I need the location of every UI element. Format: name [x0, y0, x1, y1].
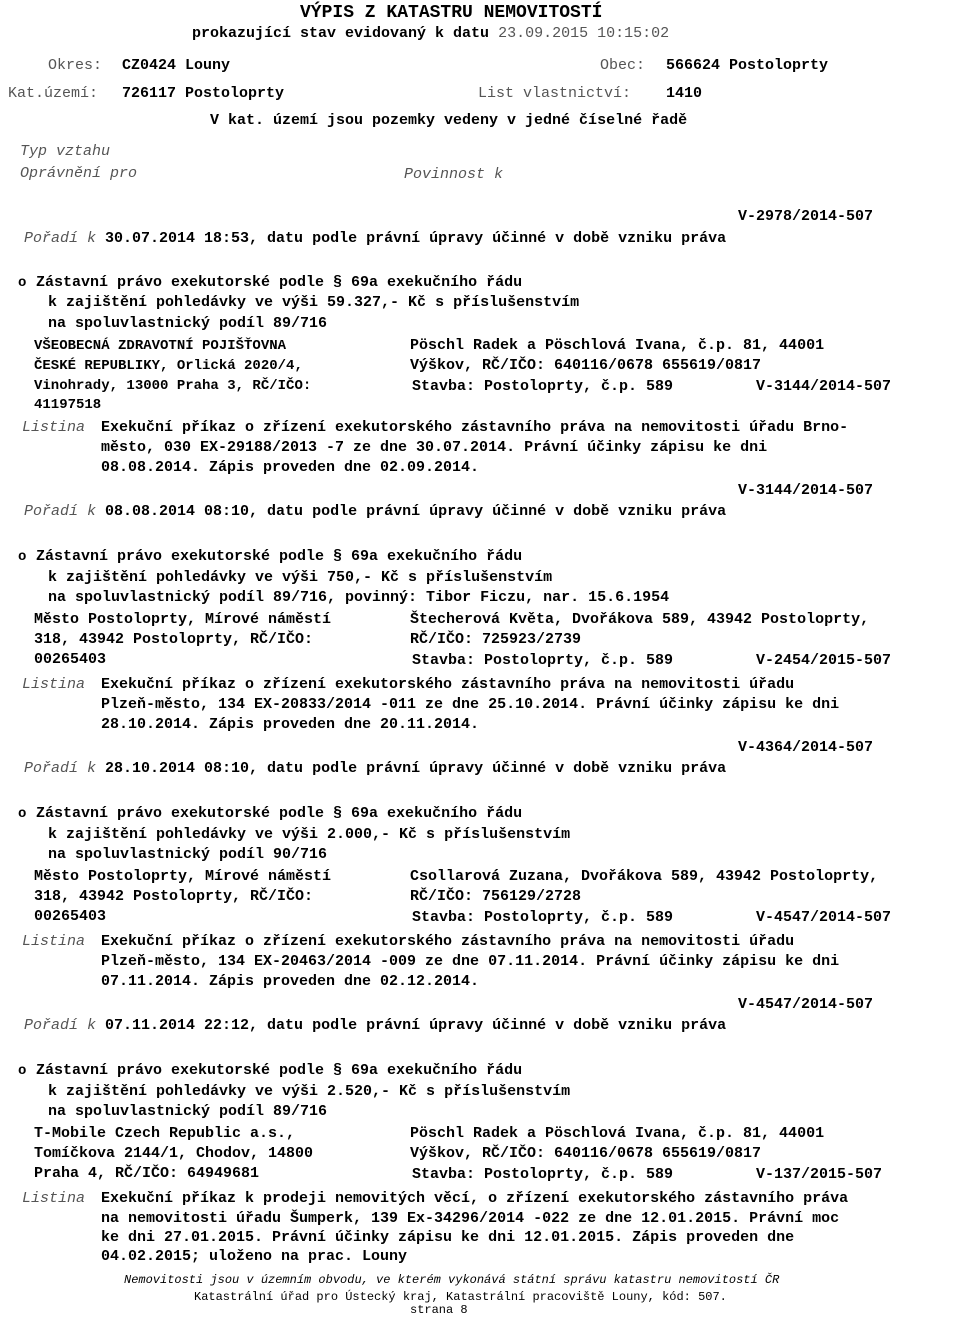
- next-reference: V-4547/2014-507: [738, 996, 874, 1013]
- entry-claim: k zajištění pohledávky ve výši 2.520,- Kč s příslušenstvím: [48, 1083, 571, 1100]
- page-title: VÝPIS Z KATASTRU NEMOVITOSTÍ: [300, 3, 603, 23]
- numbering-note: V kat. území jsou pozemky vedeny v jedné číselné řadě: [210, 112, 688, 129]
- listina-line: na nemovitosti úřadu Šumperk, 139 Ex-34296/2014 -022 ze dne 12.01.2015. Právní moc: [101, 1210, 840, 1227]
- debtor-line: Výškov, RČ/IČO: 640116/0678 655619/0817: [410, 1145, 762, 1162]
- col-opravneni-pro: Oprávnění pro: [20, 165, 138, 182]
- katuzemi-value: 726117 Postoloprty: [122, 85, 285, 102]
- listina-line: město, 030 EX-29188/2013 -7 ze dne 30.07.2014. Právní účinky zápisu ke dni: [101, 439, 768, 456]
- obec-value: 566624 Postoloprty: [666, 57, 829, 74]
- listina-label: Listina: [22, 933, 86, 950]
- creditor-line: VŠEOBECNÁ ZDRAVOTNÍ POJIŠŤOVNA: [34, 338, 287, 354]
- bullet: o: [18, 275, 27, 291]
- bullet: o: [18, 1063, 27, 1079]
- col-typ-vztahu: Typ vztahu: [20, 143, 111, 160]
- next-reference: V-4364/2014-507: [738, 739, 874, 756]
- entry-title: Zástavní právo exekutorské podle § 69a exekučního řádu: [36, 548, 523, 565]
- listina-line: Exekuční příkaz o zřízení exekutorského zástavního práva na nemovitosti úřadu Brno-: [101, 419, 849, 436]
- okres-label: Okres:: [48, 57, 103, 74]
- extract-datetime: 23.09.2015 10:15:02: [498, 25, 670, 42]
- entry-reference: V-2454/2015-507: [756, 652, 892, 669]
- creditor-line: Město Postoloprty, Mírové náměstí: [34, 868, 332, 885]
- entry-share: na spoluvlastnický podíl 89/716: [48, 315, 328, 332]
- list-value: 1410: [666, 85, 703, 102]
- poradi-line: Pořadí k 07.11.2014 22:12, datu podle právní úpravy účinné v době vzniku práva: [24, 1017, 727, 1034]
- creditor-line: T-Mobile Czech Republic a.s.,: [34, 1125, 296, 1142]
- poradi-line: Pořadí k 28.10.2014 08:10, datu podle právní úpravy účinné v době vzniku práva: [24, 760, 727, 777]
- creditor-line: 00265403: [34, 908, 107, 925]
- listina-line: Exekuční příkaz o zřízení exekutorského zástavního práva na nemovitosti úřadu: [101, 676, 795, 693]
- entry-share: na spoluvlastnický podíl 89/716, povinný: Tibor Ficzu, nar. 15.6.1954: [48, 589, 670, 606]
- footer-office: Katastrální úřad pro Ústecký kraj, Katastrální pracoviště Louny, kód: 507.: [194, 1290, 727, 1304]
- entry-reference: V-137/2015-507: [756, 1166, 883, 1183]
- listina-label: Listina: [22, 419, 86, 436]
- listina-line: Plzeň-město, 134 EX-20463/2014 -009 ze dne 07.11.2014. Právní účinky zápisu ke dni: [101, 953, 840, 970]
- list-label: List vlastnictví:: [478, 85, 632, 102]
- creditor-line: Tomíčkova 2144/1, Chodov, 14800: [34, 1145, 314, 1162]
- entry-claim: k zajištění pohledávky ve výši 59.327,- Kč s příslušenstvím: [48, 294, 580, 311]
- debtor-line: Výškov, RČ/IČO: 640116/0678 655619/0817: [410, 357, 762, 374]
- bullet: o: [18, 549, 27, 565]
- subtitle: prokazující stav evidovaný k datu 23.09.2015 10:15:02: [192, 25, 670, 42]
- listina-line: 28.10.2014. Zápis proveden dne 20.11.2014.: [101, 716, 480, 733]
- entry-reference: V-3144/2014-507: [756, 378, 892, 395]
- stavba-line: Stavba: Postoloprty, č.p. 589: [412, 1166, 674, 1183]
- obec-label: Obec:: [600, 57, 646, 74]
- entry-share: na spoluvlastnický podíl 90/716: [48, 846, 328, 863]
- creditor-line: Město Postoloprty, Mírové náměstí: [34, 611, 332, 628]
- col-povinnost-k: Povinnost k: [404, 166, 504, 183]
- reference-number: V-2978/2014-507: [738, 208, 874, 225]
- listina-line: Exekuční příkaz o zřízení exekutorského zástavního práva na nemovitosti úřadu: [101, 933, 795, 950]
- debtor-line: Pöschl Radek a Pöschlová Ivana, č.p. 81, 44001: [410, 337, 825, 354]
- stavba-line: Stavba: Postoloprty, č.p. 589: [412, 909, 674, 926]
- debtor-line: RČ/IČO: 756129/2728: [410, 888, 582, 905]
- listina-line: ke dni 27.01.2015. Právní účinky zápisu ke dni 12.01.2015. Zápis proveden dne: [101, 1229, 795, 1246]
- creditor-line: ČESKÉ REPUBLIKY, Orlická 2020/4,: [34, 358, 303, 374]
- stavba-line: Stavba: Postoloprty, č.p. 589: [412, 378, 674, 395]
- listina-line: Plzeň-město, 134 EX-20833/2014 -011 ze dne 25.10.2014. Právní účinky zápisu ke dni: [101, 696, 840, 713]
- entry-share: na spoluvlastnický podíl 89/716: [48, 1103, 328, 1120]
- debtor-line: RČ/IČO: 725923/2739: [410, 631, 582, 648]
- creditor-line: Praha 4, RČ/IČO: 64949681: [34, 1165, 260, 1182]
- listina-line: 04.02.2015; uloženo na prac. Louny: [101, 1248, 408, 1265]
- entry-reference: V-4547/2014-507: [756, 909, 892, 926]
- entry-claim: k zajištění pohledávky ve výši 750,- Kč s příslušenstvím: [48, 569, 553, 586]
- debtor-line: Pöschl Radek a Pöschlová Ivana, č.p. 81, 44001: [410, 1125, 825, 1142]
- listina-line: 08.08.2014. Zápis proveden dne 02.09.2014.: [101, 459, 480, 476]
- creditor-line: 00265403: [34, 651, 107, 668]
- debtor-line: Štecherová Květa, Dvořákova 589, 43942 Postoloprty,: [410, 611, 870, 628]
- entry-title: Zástavní právo exekutorské podle § 69a exekučního řádu: [36, 805, 523, 822]
- bullet: o: [18, 806, 27, 822]
- okres-value: CZ0424 Louny: [122, 57, 231, 74]
- creditor-line: 318, 43942 Postoloprty, RČ/IČO:: [34, 888, 314, 905]
- page-number: strana 8: [410, 1303, 468, 1317]
- creditor-line: 41197518: [34, 397, 102, 413]
- entry-title: Zástavní právo exekutorské podle § 69a exekučního řádu: [36, 1062, 523, 1079]
- next-reference: V-3144/2014-507: [738, 482, 874, 499]
- listina-line: Exekuční příkaz k prodeji nemovitých věcí, o zřízení exekutorského zástavního práva: [101, 1190, 849, 1207]
- debtor-line: Csollarová Zuzana, Dvořákova 589, 43942 Postoloprty,: [410, 868, 879, 885]
- katuzemi-label: Kat.území:: [8, 85, 99, 102]
- entry-claim: k zajištění pohledávky ve výši 2.000,- Kč s příslušenstvím: [48, 826, 571, 843]
- poradi-line: Pořadí k 08.08.2014 08:10, datu podle právní úpravy účinné v době vzniku práva: [24, 503, 727, 520]
- stavba-line: Stavba: Postoloprty, č.p. 589: [412, 652, 674, 669]
- entry-title: Zástavní právo exekutorské podle § 69a exekučního řádu: [36, 274, 523, 291]
- creditor-line: 318, 43942 Postoloprty, RČ/IČO:: [34, 631, 314, 648]
- creditor-line: Vinohrady, 13000 Praha 3, RČ/IČO:: [34, 378, 312, 394]
- listina-line: 07.11.2014. Zápis proveden dne 02.12.2014.: [101, 973, 480, 990]
- poradi-line: Pořadí k 30.07.2014 18:53, datu podle právní úpravy účinné v době vzniku práva: [24, 230, 727, 247]
- listina-label: Listina: [22, 1190, 86, 1207]
- footer-jurisdiction: Nemovitosti jsou v územním obvodu, ve kterém vykonává státní správu katastru nemovitostí ČR: [124, 1273, 780, 1287]
- listina-label: Listina: [22, 676, 86, 693]
